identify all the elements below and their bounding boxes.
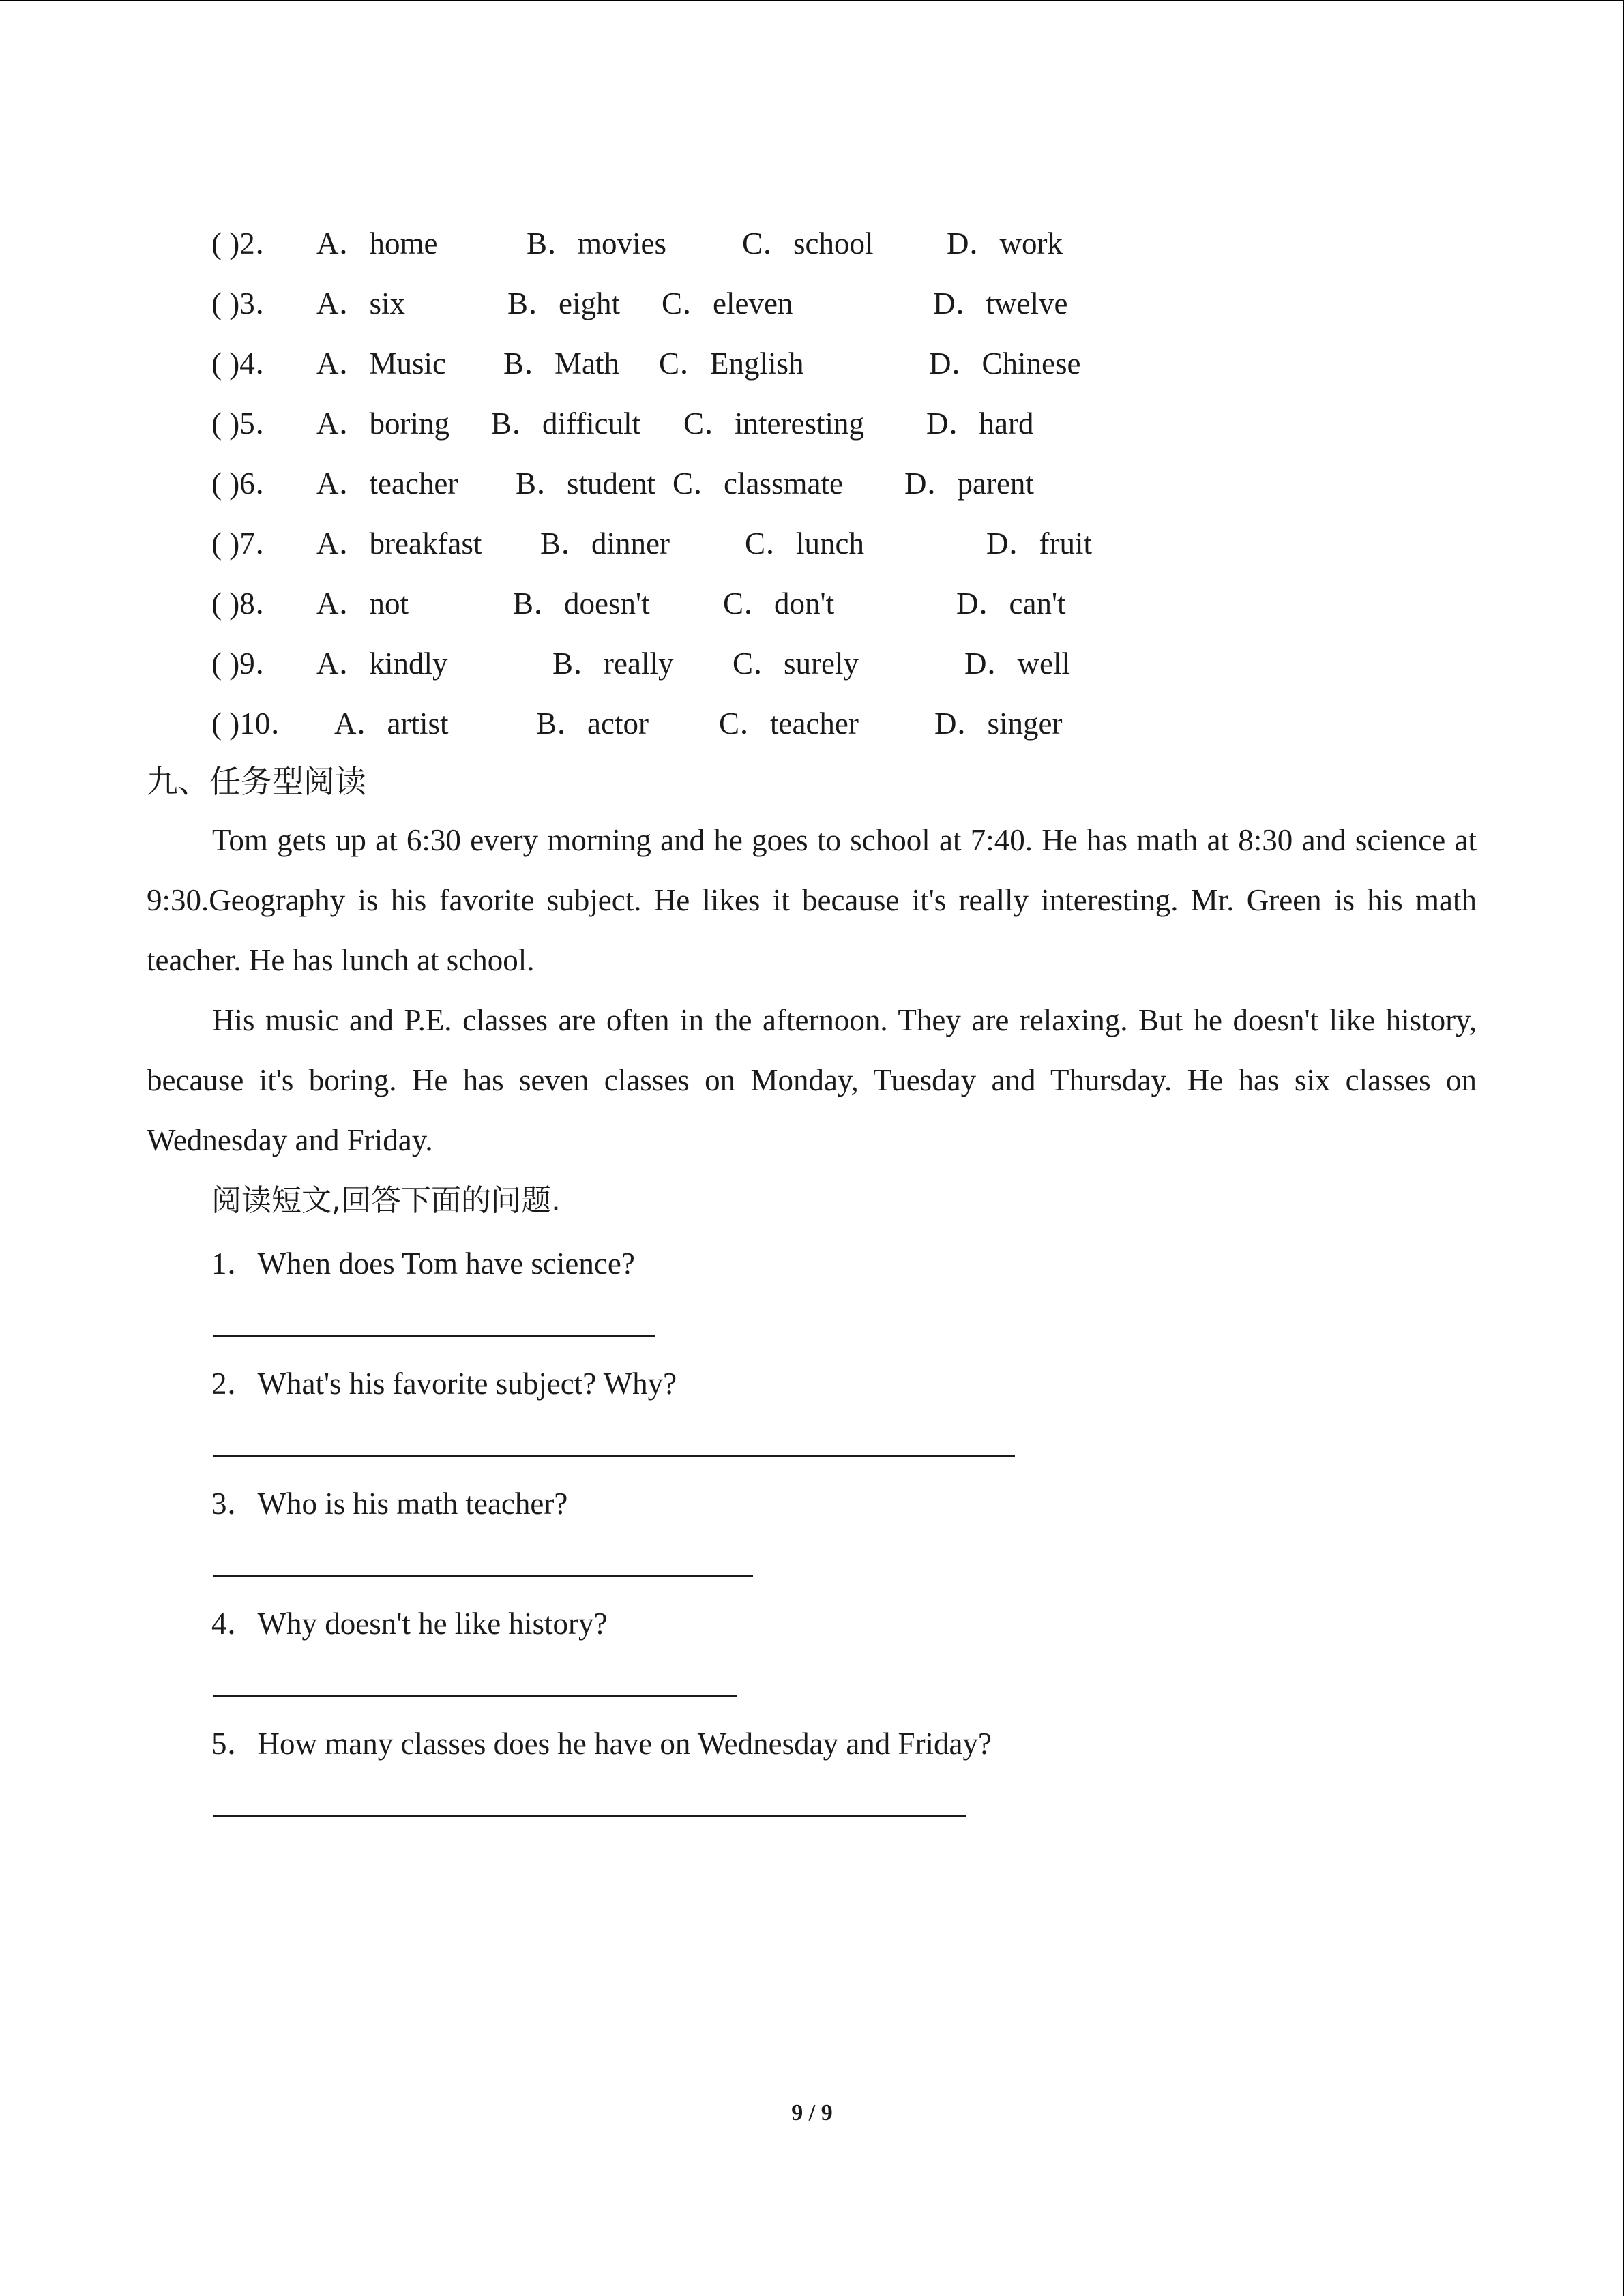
option-c: C．surely	[733, 646, 859, 681]
option-b: B．actor	[536, 706, 649, 741]
question-number: ( )4．	[211, 346, 286, 381]
option-b: B．eight	[507, 286, 620, 320]
option-a: A．teacher	[316, 466, 458, 501]
question-number: ( )3．	[211, 286, 286, 320]
option-d: D．hard	[926, 406, 1034, 441]
question-number: ( )5．	[211, 406, 286, 441]
section-title: 九、任务型阅读	[147, 763, 366, 800]
answer-blank-5[interactable]	[213, 1815, 966, 1817]
option-b: B．Math	[503, 346, 620, 381]
option-a: A．home	[316, 226, 438, 260]
option-d: D．work	[947, 226, 1063, 260]
option-b: B．difficult	[491, 406, 641, 441]
option-b: B．student	[516, 466, 656, 501]
question-number: ( )9．	[211, 646, 286, 681]
option-a: A．six	[316, 286, 406, 320]
question-number: ( )2．	[211, 226, 286, 260]
answer-blank-4[interactable]	[213, 1695, 737, 1697]
option-a: A．artist	[334, 706, 449, 741]
answer-blank-2[interactable]	[213, 1455, 1015, 1457]
option-d: D．parent	[904, 466, 1034, 501]
option-c: C．lunch	[745, 526, 864, 561]
option-b: B．really	[552, 646, 674, 681]
question-4: 4．Why doesn't he like history?	[211, 1607, 608, 1641]
option-d: D．Chinese	[929, 346, 1081, 381]
question-1: 1．When does Tom have science?	[211, 1247, 635, 1281]
option-c: C．teacher	[719, 706, 859, 741]
instruction: 阅读短文,回答下面的问题.	[211, 1183, 561, 1218]
option-c: C．eleven	[662, 286, 793, 320]
option-d: D．twelve	[933, 286, 1068, 320]
option-c: C．interesting	[683, 406, 864, 441]
option-c: C．school	[742, 226, 874, 260]
option-b: B．movies	[527, 226, 667, 260]
option-b: B．doesn't	[513, 586, 650, 621]
option-a: A．kindly	[316, 646, 448, 681]
answer-blank-3[interactable]	[213, 1575, 753, 1577]
option-d: D．can't	[956, 586, 1066, 621]
page-number: 9 / 9	[791, 2100, 833, 2126]
question-number: ( )6．	[211, 466, 286, 501]
option-a: A．boring	[316, 406, 449, 441]
answer-blank-1[interactable]	[213, 1335, 655, 1337]
question-number: ( )8．	[211, 586, 286, 621]
question-number: ( )10．	[211, 706, 301, 741]
question-3: 3．Who is his math teacher?	[211, 1487, 568, 1521]
question-number: ( )7．	[211, 526, 286, 561]
option-c: C．don't	[723, 586, 835, 621]
passage-paragraph-1: Tom gets up at 6:30 every morning and he goes to school at 7:40. He has math at 8:30 and science at 9:30.Geography is his favorite subject. He likes it because it's really interesting. Mr. Green is his math teacher. He has lunch at school.	[147, 823, 1477, 977]
option-a: A．breakfast	[316, 526, 482, 561]
question-2: 2．What's his favorite subject? Why?	[211, 1367, 677, 1401]
option-d: D．well	[964, 646, 1070, 681]
question-5: 5．How many classes does he have on Wednesday and Friday?	[211, 1727, 992, 1761]
option-d: D．fruit	[986, 526, 1092, 561]
option-d: D．singer	[934, 706, 1063, 741]
option-a: A．Music	[316, 346, 446, 381]
option-a: A．not	[316, 586, 409, 621]
option-b: B．dinner	[540, 526, 670, 561]
option-c: C．English	[659, 346, 804, 381]
option-c: C．classmate	[673, 466, 843, 501]
passage-paragraph-2: His music and P.E. classes are often in the afternoon. They are relaxing. But he doesn't like history, because it's boring. He has seven classes on Monday, Tuesday and Thursday. He has six classes on Wednesday and Friday.	[147, 1003, 1477, 1157]
